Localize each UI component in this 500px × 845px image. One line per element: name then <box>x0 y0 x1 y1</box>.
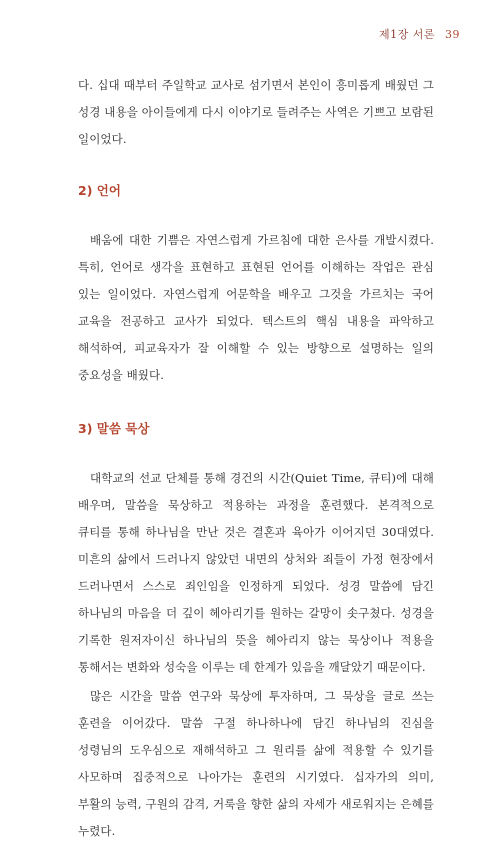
paragraph-language: 배움에 대한 기쁨은 자연스럽게 가르침에 대한 은사를 개발시켰다. 특히, 언어로 생각을 표현하고 표현된 언어를 이해하는 작업은 관심 있는 일이었다. 자연스럽게 어문학을 배우고 그것을 가르치는 국어 교육을 전공하고 교사가 되었다. 텍스트의 핵심 내용을 파악하고 해석하여, 피교육자가 잘 이해할 수 있는 방향으로 설명하는 일의 중요성을 배웠다. <box>78 233 434 382</box>
section-heading-meditation: 3) 말씀 묵상 <box>78 421 150 436</box>
page-number: 39 <box>445 28 460 41</box>
running-header <box>379 26 460 42</box>
section-heading-language: 2) 언어 <box>78 183 121 198</box>
paragraph-meditation-1: 대학교의 선교 단체를 통해 경건의 시간(Quiet Time, 큐티)에 대해 배우며, 말씀을 묵상하고 적용하는 과정을 훈련했다. 본격적으로 큐티를 통해 하나님을 만난 것은 결혼과 육아가 이어지던 30대였다. 미흔의 삶에서 드러나지 않았던 내면의 상처와 죄들이 가정 현장에서 드러나면서 스스로 죄인임을 인정하게 되었다. 성경 말씀에 담긴 하나님의 마음을 더 깊이 헤아리기를 원하는 갈망이 솟구쳤다. 성경을 기록한 원저자이신 하나님의 뜻을 헤아리지 않는 묵상이나 적용을 통해서는 변화와 성숙을 이루는 데 한계가 있음을 깨달았기 때문이다. <box>78 471 434 674</box>
paragraph-top: 다. 십대 때부터 주일학교 교사로 섬기면서 본인이 흥미롭게 배웠던 그 성경 내용을 아이들에게 다시 이야기로 들려주는 사역은 기쁘고 보람된 일이었다. <box>78 78 434 146</box>
paragraph-meditation-2: 많은 시간을 말씀 연구와 묵상에 투자하며, 그 묵상을 글로 쓰는 훈련을 이어갔다. 말씀 구절 하나하나에 담긴 하나님의 진심을 성령님의 도우심으로 재해석하고 그 원리를 삶에 적용할 수 있기를 사모하며 집중적으로 나아가는 훈련의 시기였다. 십자가의 의미, 부활의 능력, 구원의 감격, 거룩을 향한 삶의 자세가 새로워지는 은혜를 누렸다. <box>78 689 434 838</box>
page-body <box>78 72 434 845</box>
chapter-title: 제1장 서론 <box>379 28 435 41</box>
